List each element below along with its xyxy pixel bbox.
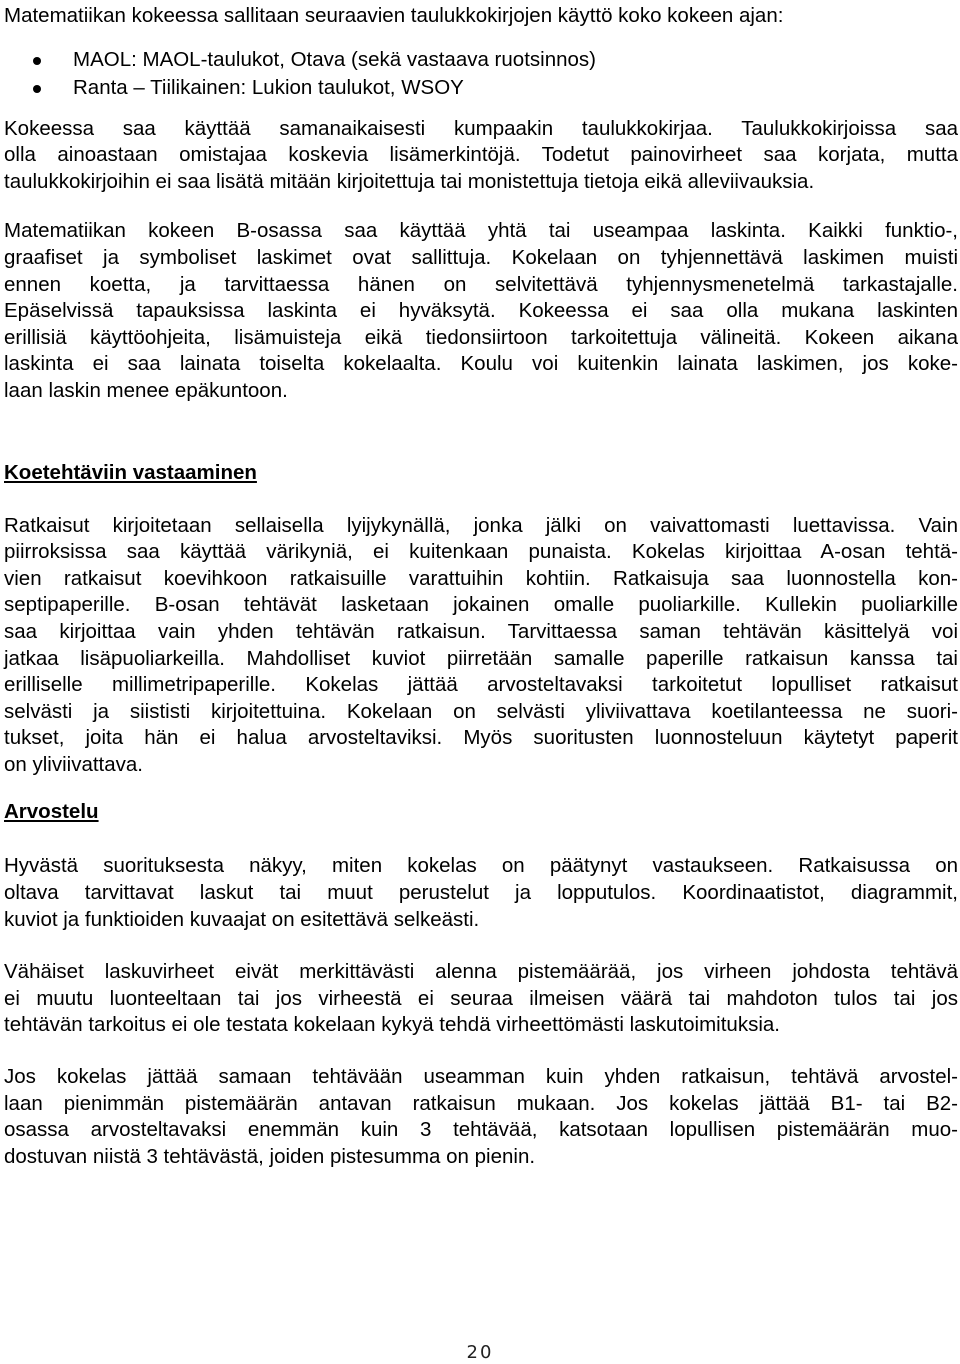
list-item: [4, 46, 958, 74]
text-line: selvästi ja siististi kirjoitettuina. Kokelaan on selvästi yliviivattava koetilanteessa ne suori-: [4, 699, 958, 723]
text-line: kuviot ja funktioiden kuvaajat on esitettävä selkeästi.: [4, 907, 480, 931]
text-line: Jos kokelas jättää samaan tehtävään useamman kuin yhden ratkaisun, tehtävä arvostel-: [4, 1065, 958, 1089]
calculator-paragraph: [4, 218, 958, 404]
text-line: Kokeessa saa käyttää samanaikaisesti kumpaakin taulukkokirjaa. Taulukkokirjoissa saa: [4, 116, 958, 140]
bullet-icon: [33, 85, 41, 93]
text-line: ennen koetta, ja tarvittaessa hänen on selvitettävä tyhjennysmenetelmä tarkastajalle.: [4, 272, 958, 296]
text-line: dostuvan niistä 3 tehtävästä, joiden pistesumma on pienin.: [4, 1144, 536, 1168]
text-line: laan pienimmän pistemäärän antavan ratkaisun mukaan. Jos kokelas jättää B1- tai B2-: [4, 1091, 958, 1115]
text-line: Ratkaisut kirjoitetaan sellaisella lyijykynällä, jonka jälki on vaivattomasti luettavissa. Vain: [4, 513, 958, 537]
text-line: saa kirjoittaa vain yhden tehtävän ratkaisun. Tarvittaessa saman tehtävän käsittelyä voi: [4, 619, 958, 643]
text-line: tukset, joita hän ei halua arvosteltaviksi. Myös suoritusten luonnosteluun käytetyt paperit: [4, 726, 958, 750]
text-line: olla ainoastaan omistajaa koskevia lisämerkintöjä. Todetut painovirheet saa korjata, mutta: [4, 143, 958, 167]
text-line: vien ratkaisut koevihkoon ratkaisuille varattuihin kohtiin. Ratkaisuja saa luonnostella kon-: [4, 566, 958, 590]
text-line: laan laskin menee epäkuntoon.: [4, 378, 288, 402]
tables-paragraph: [4, 116, 958, 196]
text-line: graafiset ja symboliset laskimet ovat sallittuja. Kokelaan on tyhjennettävä laskimen muisti: [4, 245, 958, 269]
text-line: Vähäiset laskuvirheet eivät merkittävästi alenna pistemäärää, jos virheen johdosta tehtävä: [4, 960, 958, 984]
grading-paragraph-2: [4, 959, 958, 1039]
answering-paragraph: [4, 513, 958, 779]
grading-paragraph-3: [4, 1064, 958, 1170]
page-number: 20: [466, 1342, 494, 1363]
text-line: tehtävän tarkoitus ei ole testata kokelaan kykyä tehdä virheettömästi laskutoimituksia.: [4, 1013, 780, 1037]
book-item: MAOL: MAOL-taulukot, Otava (sekä vastaava ruotsinnos): [73, 47, 596, 71]
text-line: ei muutu luonteeltaan tai jos virheestä ei seuraa ilmeisen väärä tai mahdoton tulos tai jos: [4, 986, 958, 1010]
text-line: osassa arvosteltavaksi enemmän kuin 3 tehtävää, katsotaan lopullisen pistemäärän muo-: [4, 1118, 958, 1142]
text-line: Epäselvissä tapauksissa laskinta ei hyväksytä. Kokeessa ei saa olla mukana laskinten: [4, 299, 958, 323]
bullet-icon: [33, 57, 41, 65]
grading-paragraph-1: [4, 853, 958, 933]
allowed-books-list: [4, 46, 958, 102]
section-heading-answering: Koetehtäviin vastaaminen: [4, 460, 257, 484]
text-line: laskinta ei saa lainata toiselta kokelaalta. Koulu voi kuitenkin lainata laskimen, jos koke-: [4, 352, 958, 376]
section-heading-grading: Arvostelu: [4, 800, 99, 824]
text-line: on yliviivattava.: [4, 752, 144, 776]
list-item: [4, 74, 958, 102]
book-item: Ranta – Tiilikainen: Lukion taulukot, WSOY: [73, 75, 464, 99]
intro-line: Matematiikan kokeessa sallitaan seuraavien taulukkokirjojen käyttö koko kokeen ajan:: [4, 4, 784, 27]
text-line: Matematiikan kokeen B-osassa saa käyttää yhtä tai useampaa laskinta. Kaikki funktio-,: [4, 219, 958, 243]
text-line: erillisiä käyttöohjeita, lisämuisteja eikä tiedonsiirtoon tarkoitettuja välineitä. Kokeen aikana: [4, 325, 958, 349]
text-line: jatkaa lisäpuoliarkeilla. Mahdolliset kuviot piirretään samalle paperille ratkaisun kanssa tai: [4, 646, 958, 670]
text-line: erilliselle millimetripaperille. Kokelas jättää arvosteltavaksi tarkoitetut lopulliset ratkaisut: [4, 673, 958, 697]
text-line: Hyvästä suorituksesta näkyy, miten kokelas on päätynyt vastaukseen. Ratkaisussa on: [4, 854, 958, 878]
document-page: [4, 0, 958, 1170]
text-line: oltava tarvittavat laskut tai muut perustelut ja lopputulos. Koordinaatistot, diagrammit,: [4, 881, 958, 905]
text-line: taulukkokirjoihin ei saa lisätä mitään kirjoitettuja tai monistettuja tietoja eikä alleviivauksia.: [4, 169, 815, 193]
text-line: septipaperille. B-osan tehtävät lasketaan jokainen omalle puoliarkille. Kullekin puoliarkille: [4, 593, 958, 617]
text-line: piirroksissa saa käyttää värikyniä, ei kuitenkaan punaista. Kokelas kirjoittaa A-osan tehtä-: [4, 540, 958, 564]
